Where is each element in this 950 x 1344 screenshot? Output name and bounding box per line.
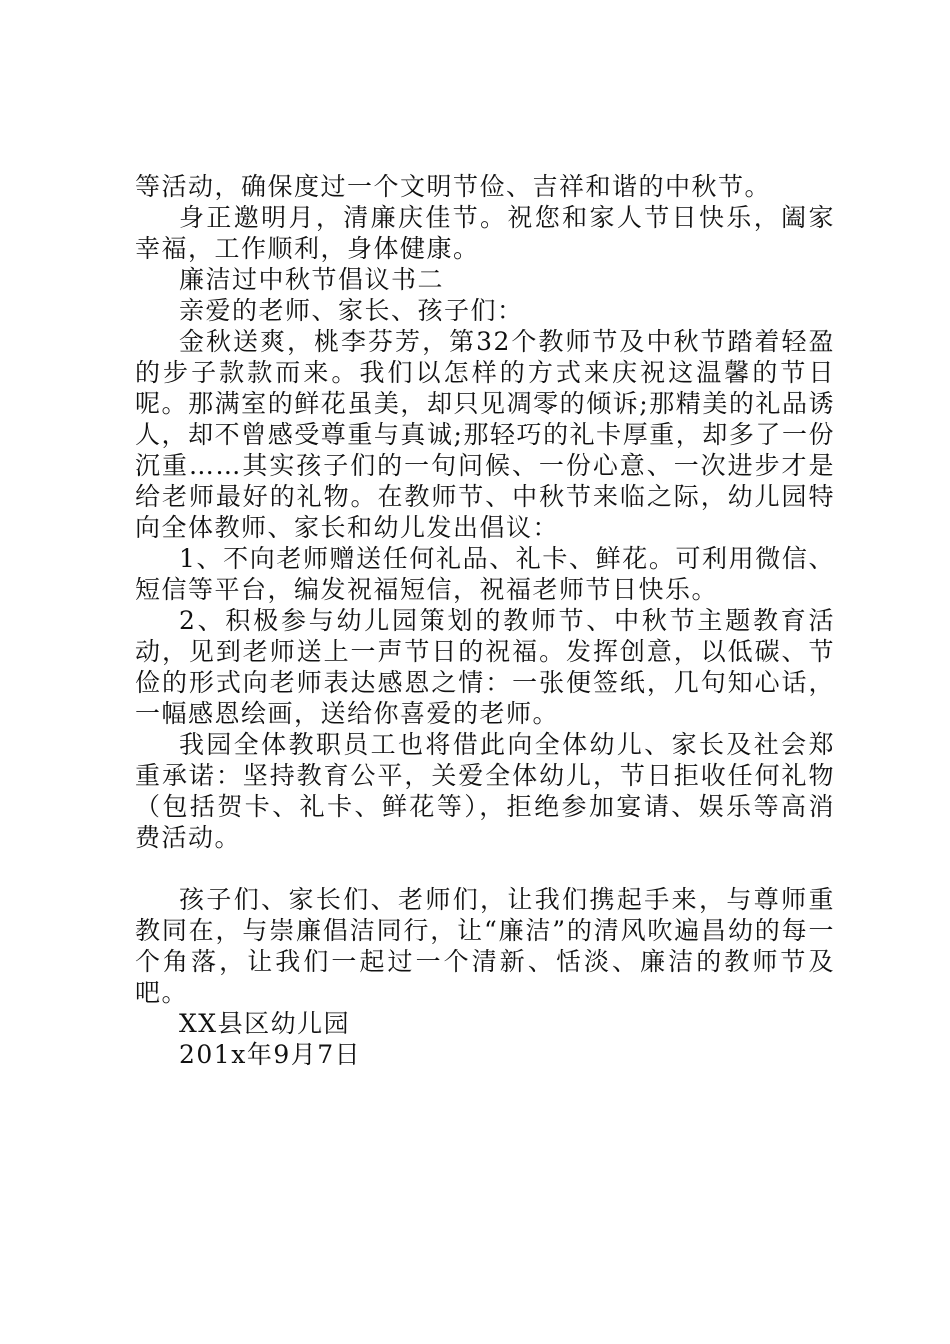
proposal-item-1: 1、不向老师赠送任何礼品、礼卡、鲜花。可利用微信、短信等平台，编发祝福短信，祝福老师节日快乐。 (135, 544, 835, 604)
salutation: 亲爱的老师、家长、孩子们： (179, 296, 524, 325)
blank-line (135, 853, 835, 884)
paragraph-greeting: 身正邀明月，清廉庆佳节。祝您和家人节日快乐，阖家幸福，工作顺利，身体健康。 (135, 203, 835, 263)
paragraph-commitment: 我园全体教职员工也将借此向全体幼儿、家长及社会郑重承诺：坚持教育公平，关爱全体幼儿，节日拒收任何礼物（包括贺卡、礼卡、鲜花等），拒绝参加宴请、娱乐等高消费活动。 (135, 730, 835, 852)
paragraph-intro: 金秋送爽，桃李芬芳，第32个教师节及中秋节踏着轻盈的步子款款而来。我们以怎样的方式来庆祝这温馨的节日呢。那满室的鲜花虽美，却只见凋零的倾诉;那精美的礼品诱人，却不曾感受尊重与真诚;那轻巧的礼卡厚重，却多了一份沉重……其实孩子们的一句问候、一份心意、一次进步才是给老师最好的礼物。在教师节、中秋节来临之际，幼儿园特向全体教师、家长和幼儿发出倡议： (135, 327, 835, 542)
paragraph-closing: 孩子们、家长们、老师们，让我们携起手来，与尊师重教同在，与崇廉倡洁同行，让“廉洁”的清风吹遍昌幼的每一个角落，让我们一起过一个清新、恬淡、廉洁的教师节及吧。 (135, 885, 835, 1007)
document-body (135, 171, 835, 1070)
section-title: 廉洁过中秋节倡议书二 (179, 265, 445, 294)
proposal-item-2: 2、积极参与幼儿园策划的教师节、中秋节主题教育活动，见到老师送上一声节日的祝福。发挥创意，以低碳、节俭的形式向老师表达感恩之情：一张便签纸，几句知心话，一幅感恩绘画，送给你喜爱的老师。 (135, 606, 835, 728)
signature-organization: XX县区幼儿园 (179, 1009, 351, 1038)
signature-date: 201x年9月7日 (179, 1040, 362, 1069)
paragraph-continuation: 等活动，确保度过一个文明节俭、吉祥和谐的中秋节。 (135, 172, 772, 201)
